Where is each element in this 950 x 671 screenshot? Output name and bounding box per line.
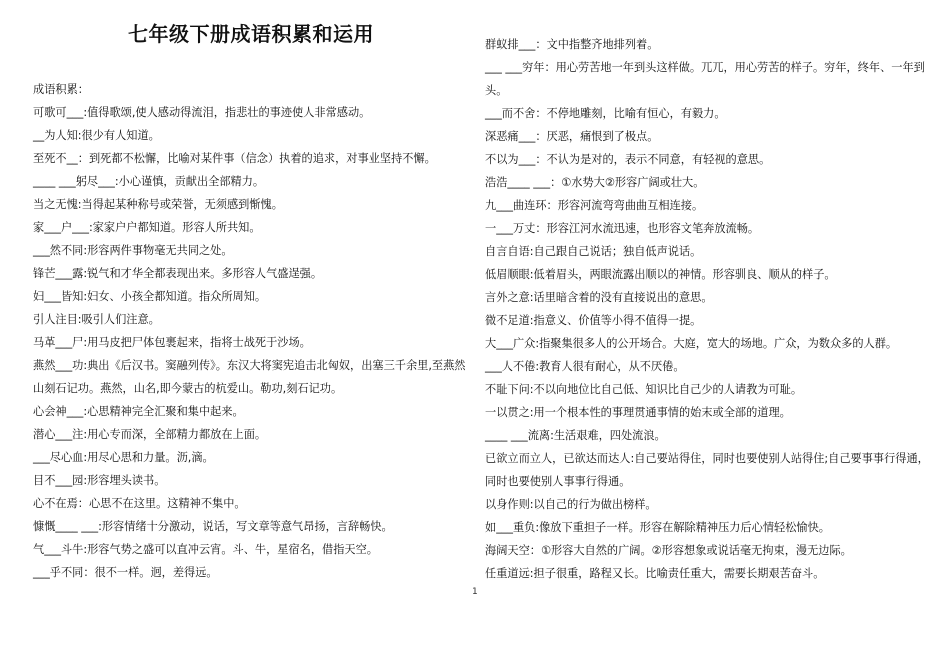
idiom-entry: 引人注目:吸引人们注意。	[33, 313, 160, 326]
idiom-entry: 如___重负:像放下重担子一样。形容在解除精神压力后心情轻松愉快。	[485, 521, 830, 534]
idiom-entry: __为人知:很少有人知道。	[33, 129, 160, 142]
idiom-entry: 同时也要使别人事事行得通。	[485, 475, 631, 488]
idiom-entry: 一___万丈：形容江河水流迅速，也形容文笔奔放流畅。	[485, 222, 760, 235]
idiom-entry: 低眉顺眼:低着眉头，两眼流露出顺以的神情。形容驯良、顺从的样子。	[485, 268, 836, 281]
idiom-entry: ___然不同:形容两件事物毫无共同之处。	[33, 244, 233, 257]
idiom-entry: 头。	[485, 84, 508, 97]
idiom-entry: 一以贯之:用一个根本性的事理贯通事情的始末或全部的道理。	[485, 406, 791, 419]
page-number: 1	[472, 587, 478, 597]
idiom-entry: 任重道远:担子很重，路程又长。比喻责任重大，需要长期艰苦奋斗。	[485, 567, 825, 580]
idiom-entry: 山刻石记功。燕然，山名,即今蒙古的杭爱山。勒功,刻石记功。	[33, 382, 343, 395]
idiom-entry: 妇___皆知:妇女、小孩全都知道。指众所周知。	[33, 290, 267, 303]
right-column	[485, 33, 930, 585]
left-column	[33, 78, 473, 584]
idiom-entry: ___人不倦:教育人很有耐心，从不厌倦。	[485, 360, 685, 373]
idiom-entry: 燕然___功:典出《后汉书。窦融列传》。东汉大将窦宪追击北匈奴，出塞三千余里,至燕然	[33, 359, 466, 372]
idiom-entry: 以身作则:以自己的行为做出榜样。	[485, 498, 657, 511]
idiom-entry: 马革___尸:用马皮把尸体包裹起来，指将士战死于沙场。	[33, 336, 311, 349]
idiom-entry: 自言自语:自己跟自己说话；独自低声说话。	[485, 245, 702, 258]
idiom-entry: 九___曲连环：形容河流弯弯曲曲互相连接。	[485, 199, 704, 212]
idiom-entry: ___ ___穷年：用心劳苦地一年到头这样做。兀兀，用心劳苦的样子。穷年，终年、一年到	[485, 61, 925, 74]
idiom-entry: 可歌可___:值得歌颂,使人感动得流泪，指悲壮的事迹使人非常感动。	[33, 106, 371, 119]
idiom-entry: 深恶痛___：厌恶，痛恨到了极点。	[485, 130, 659, 143]
idiom-entry: 群蚁排___：文中指整齐地排列着。	[485, 38, 659, 51]
idiom-entry: 不以为___：不认为是对的，表示不同意，有轻视的意思。	[485, 153, 771, 166]
idiom-entry: 海阔天空：①形容大自然的广阔。②形容想象或说话毫无拘束，漫无边际。	[485, 544, 852, 557]
idiom-entry: 言外之意:话里暗含着的没有直接说出的意思。	[485, 291, 713, 304]
idiom-entry: ___乎不同：很不一样。迥，差得远。	[33, 566, 218, 579]
idiom-entry: 不耻下问:不以向地位比自己低、知识比自己少的人请教为可耻。	[485, 383, 803, 396]
idiom-entry: 气___斗牛:形容气势之盛可以直冲云宵。斗、牛，星宿名，借指天空。	[33, 543, 378, 556]
idiom-entry: 当之无愧:当得起某种称号或荣誉，无须感到惭愧。	[33, 198, 283, 211]
idiom-entry: 家___户___:家家户户都知道。形容人所共知。	[33, 221, 261, 234]
idiom-entry: 至死不__：到死都不松懈，比喻对某件事（信念）执着的追求，对事业坚持不懈。	[33, 152, 436, 165]
idiom-entry: 目不___园:形容埋头读书。	[33, 474, 166, 487]
idiom-entry: 锋芒___露:锐气和才华全都表现出来。多形容人气盛逞强。	[33, 267, 323, 280]
idiom-entry: ___而不舍：不停地雕刻，比喻有恒心，有毅力。	[485, 107, 726, 120]
idiom-entry: 浩浩____ ___：①水势大②形容广阔或壮大。	[485, 176, 705, 189]
idiom-entry: ___尽心血:用尽心思和力量。沥,滴。	[33, 451, 214, 464]
idiom-entry: 潜心___注:用心专而深，全部精力都放在上面。	[33, 428, 267, 441]
idiom-entry: 慷慨____ ___:形容情绪十分激动，说话，写文章等意气昂扬，言辞畅快。	[33, 520, 393, 533]
idiom-entry: 已欲立而立人，已欲达而达人:自己要站得住，同时也要使别人站得住;自己要事事行得通，	[485, 452, 929, 465]
idiom-entry: 微不足道:指意义、价值等小得不值得一提。	[485, 314, 702, 327]
idiom-entry: ____ ___流离:生活艰难，四处流浪。	[485, 429, 666, 442]
idiom-entry: 心会神___:心思精神完全汇聚和集中起来。	[33, 405, 244, 418]
idiom-entry: 成语积累：	[33, 83, 89, 96]
idiom-entry: ____ ___躬尽___:小心谨慎，贡献出全部精力。	[33, 175, 265, 188]
idiom-entry: 心不在焉：心思不在这里。这精神不集中。	[33, 497, 246, 510]
idiom-entry: 大___广众:指聚集很多人的公开场合。大庭，宽大的场地。广众，为数众多的人群。	[485, 337, 898, 350]
page-title: 七年级下册成语积累和运用	[128, 22, 374, 46]
